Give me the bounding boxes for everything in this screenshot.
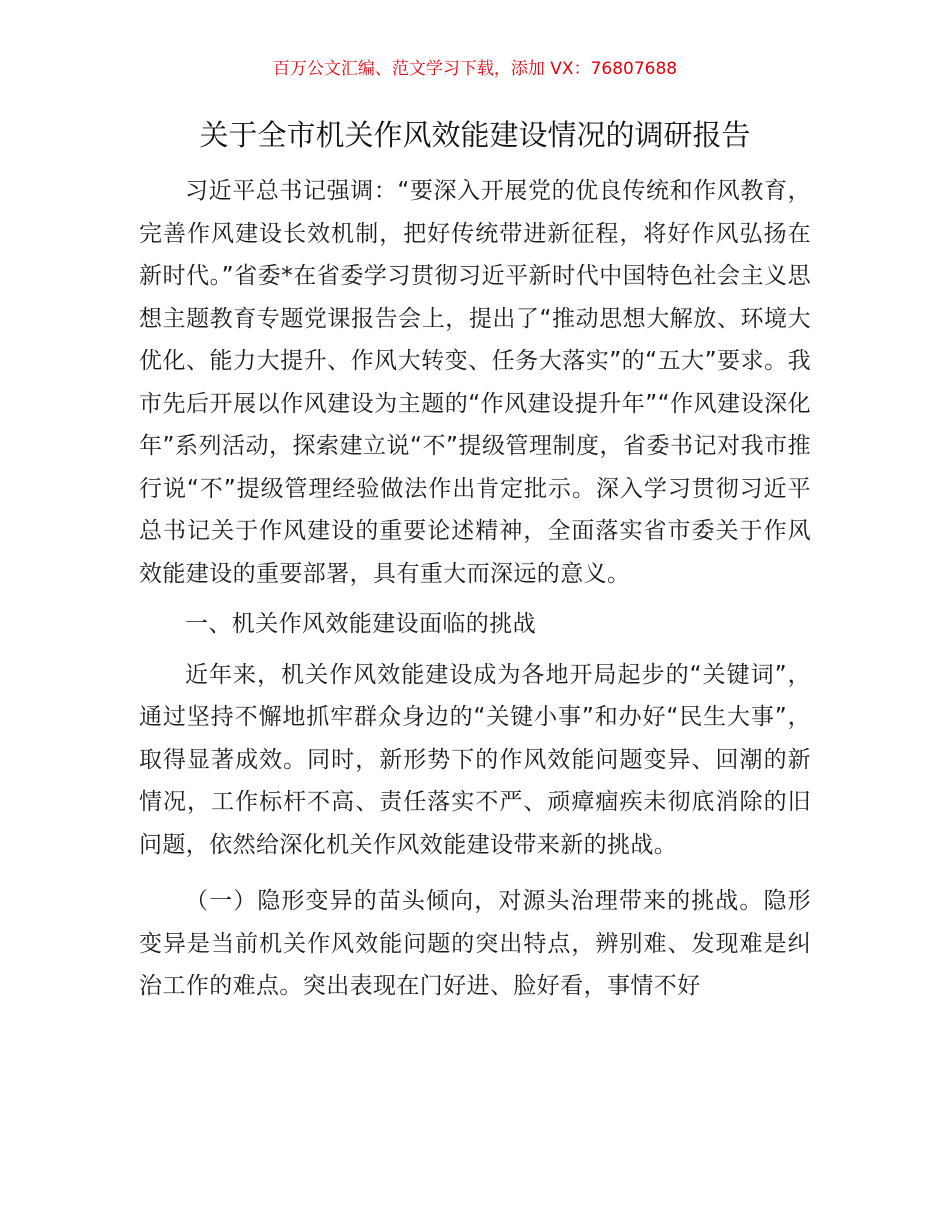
paragraph-overview: 近年来，机关作风效能建设成为各地开局起步的“关键词”，通过坚持不懈地抓牢群众身边的“关键小事”和办好“民生大事”，取得显著成效。同时，新形势下的作风效能问题变异、回潮的新情况，工作标杆不高、责任落实不严、顽瘴痼疾未彻底消除的旧问题，依然给深化机关作风效能建设带来新的挑战。 (139, 661, 811, 858)
document-body (139, 170, 811, 1008)
document-title: 关于全市机关作风效能建设情况的调研报告 (199, 118, 751, 152)
paragraph-subsection: （一）隐形变异的苗头倾向，对源头治理带来的挑战。隐形变异是当前机关作风效能问题的突出特点，辨别难、发现难是纠治工作的难点。突出表现在门好进、脸好看，事情不好 (139, 888, 811, 999)
header-note: 百万公文汇编、范文学习下载，添加 VX：76807688 (272, 59, 678, 79)
section-heading: 一、机关作风效能建设面临的挑战 (185, 611, 536, 637)
paragraph-intro: 习近平总书记强调：“要深入开展党的优良传统和作风教育，完善作风建设长效机制，把好传统带进新征程，将好作风弘扬在新时代。”省委*在省委学习贯彻习近平新时代中国特色社会主义思想主题教育专题党课报告会上，提出了“推动思想大解放、环境大优化、能力大提升、作风大转变、任务大落实”的“五大”要求。我市先后开展以作风建设为主题的“作风建设提升年”“作风建设深化年”系列活动，探索建立说“不”提级管理制度，省委书记对我市推行说“不”提级管理经验做法作出肯定批示。深入学习贯彻习近平总书记关于作风建设的重要论述精神，全面落实省市委关于作风效能建设的重要部署，具有重大而深远的意义。 (139, 178, 811, 587)
